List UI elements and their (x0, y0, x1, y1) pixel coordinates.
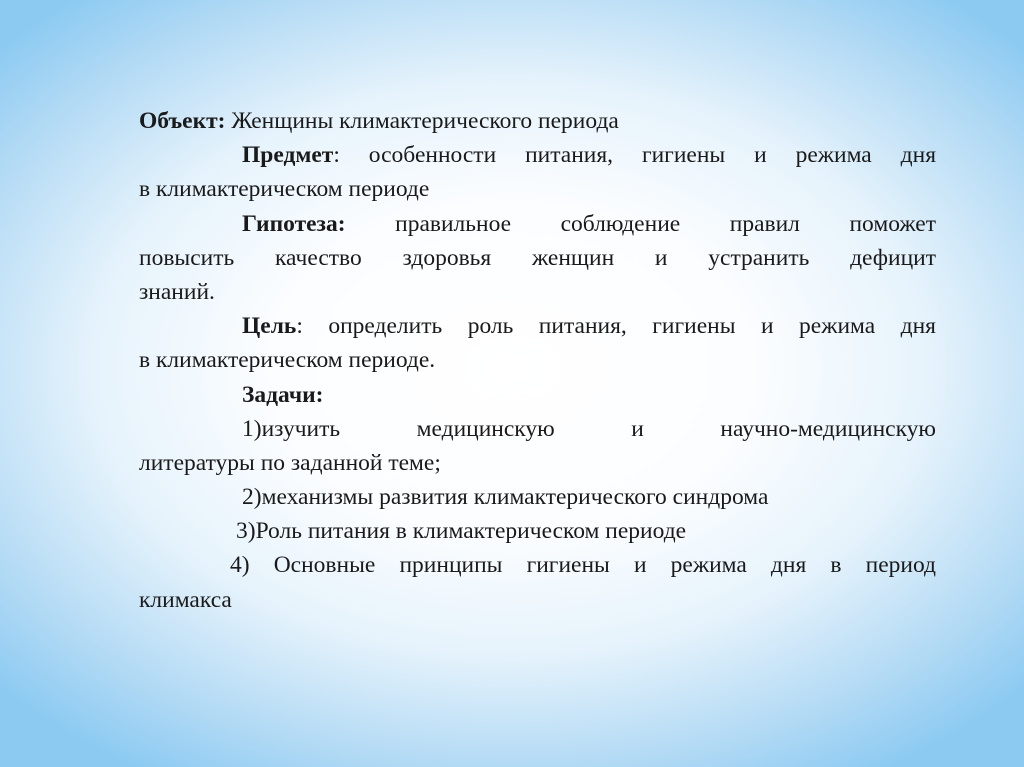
task-2: 2)механизмы развития климактерического синдрома (242, 484, 769, 511)
task-4-line-2: климакса (139, 586, 232, 613)
goal-text-1: : определить роль питания, гигиены и режима дня (296, 313, 936, 340)
task-1-line-1: 1)изучить медицинскую и научно-медицинскую (242, 415, 936, 442)
task-3: 3)Роль питания в климактерическом периоде (236, 518, 687, 545)
object-text: Женщины климактерического периода (225, 108, 619, 134)
goal-line-2: в климактерическом периоде. (139, 347, 436, 374)
hypothesis-line-1 (139, 207, 936, 241)
tasks-heading-line (139, 378, 936, 412)
subject-line-1 (139, 138, 936, 172)
subject-label: Предмет (242, 142, 334, 169)
tasks-label: Задачи: (242, 381, 324, 408)
object-label: Объект: (139, 108, 226, 134)
subject-line-2: в климактерическом периоде (139, 176, 430, 203)
slide-text (139, 104, 936, 617)
hypothesis-label: Гипотеза: (242, 210, 346, 237)
hypothesis-line-3: знаний. (139, 278, 215, 305)
subject-text-1: : особенности питания, гигиены и режима дня (333, 142, 936, 169)
task-1-line-2: литературы по заданной теме; (139, 449, 441, 476)
hypothesis-text-1: правильное соблюдение правил поможет (345, 210, 936, 237)
hypothesis-line-2: повысить качество здоровья женщин и устранить дефицит (139, 244, 936, 271)
goal-line-1 (139, 309, 936, 343)
goal-label: Цель (242, 313, 297, 340)
object-line (139, 104, 936, 138)
task-4-line-1: 4) Основные принципы гигиены и режима дня в период (230, 552, 936, 579)
